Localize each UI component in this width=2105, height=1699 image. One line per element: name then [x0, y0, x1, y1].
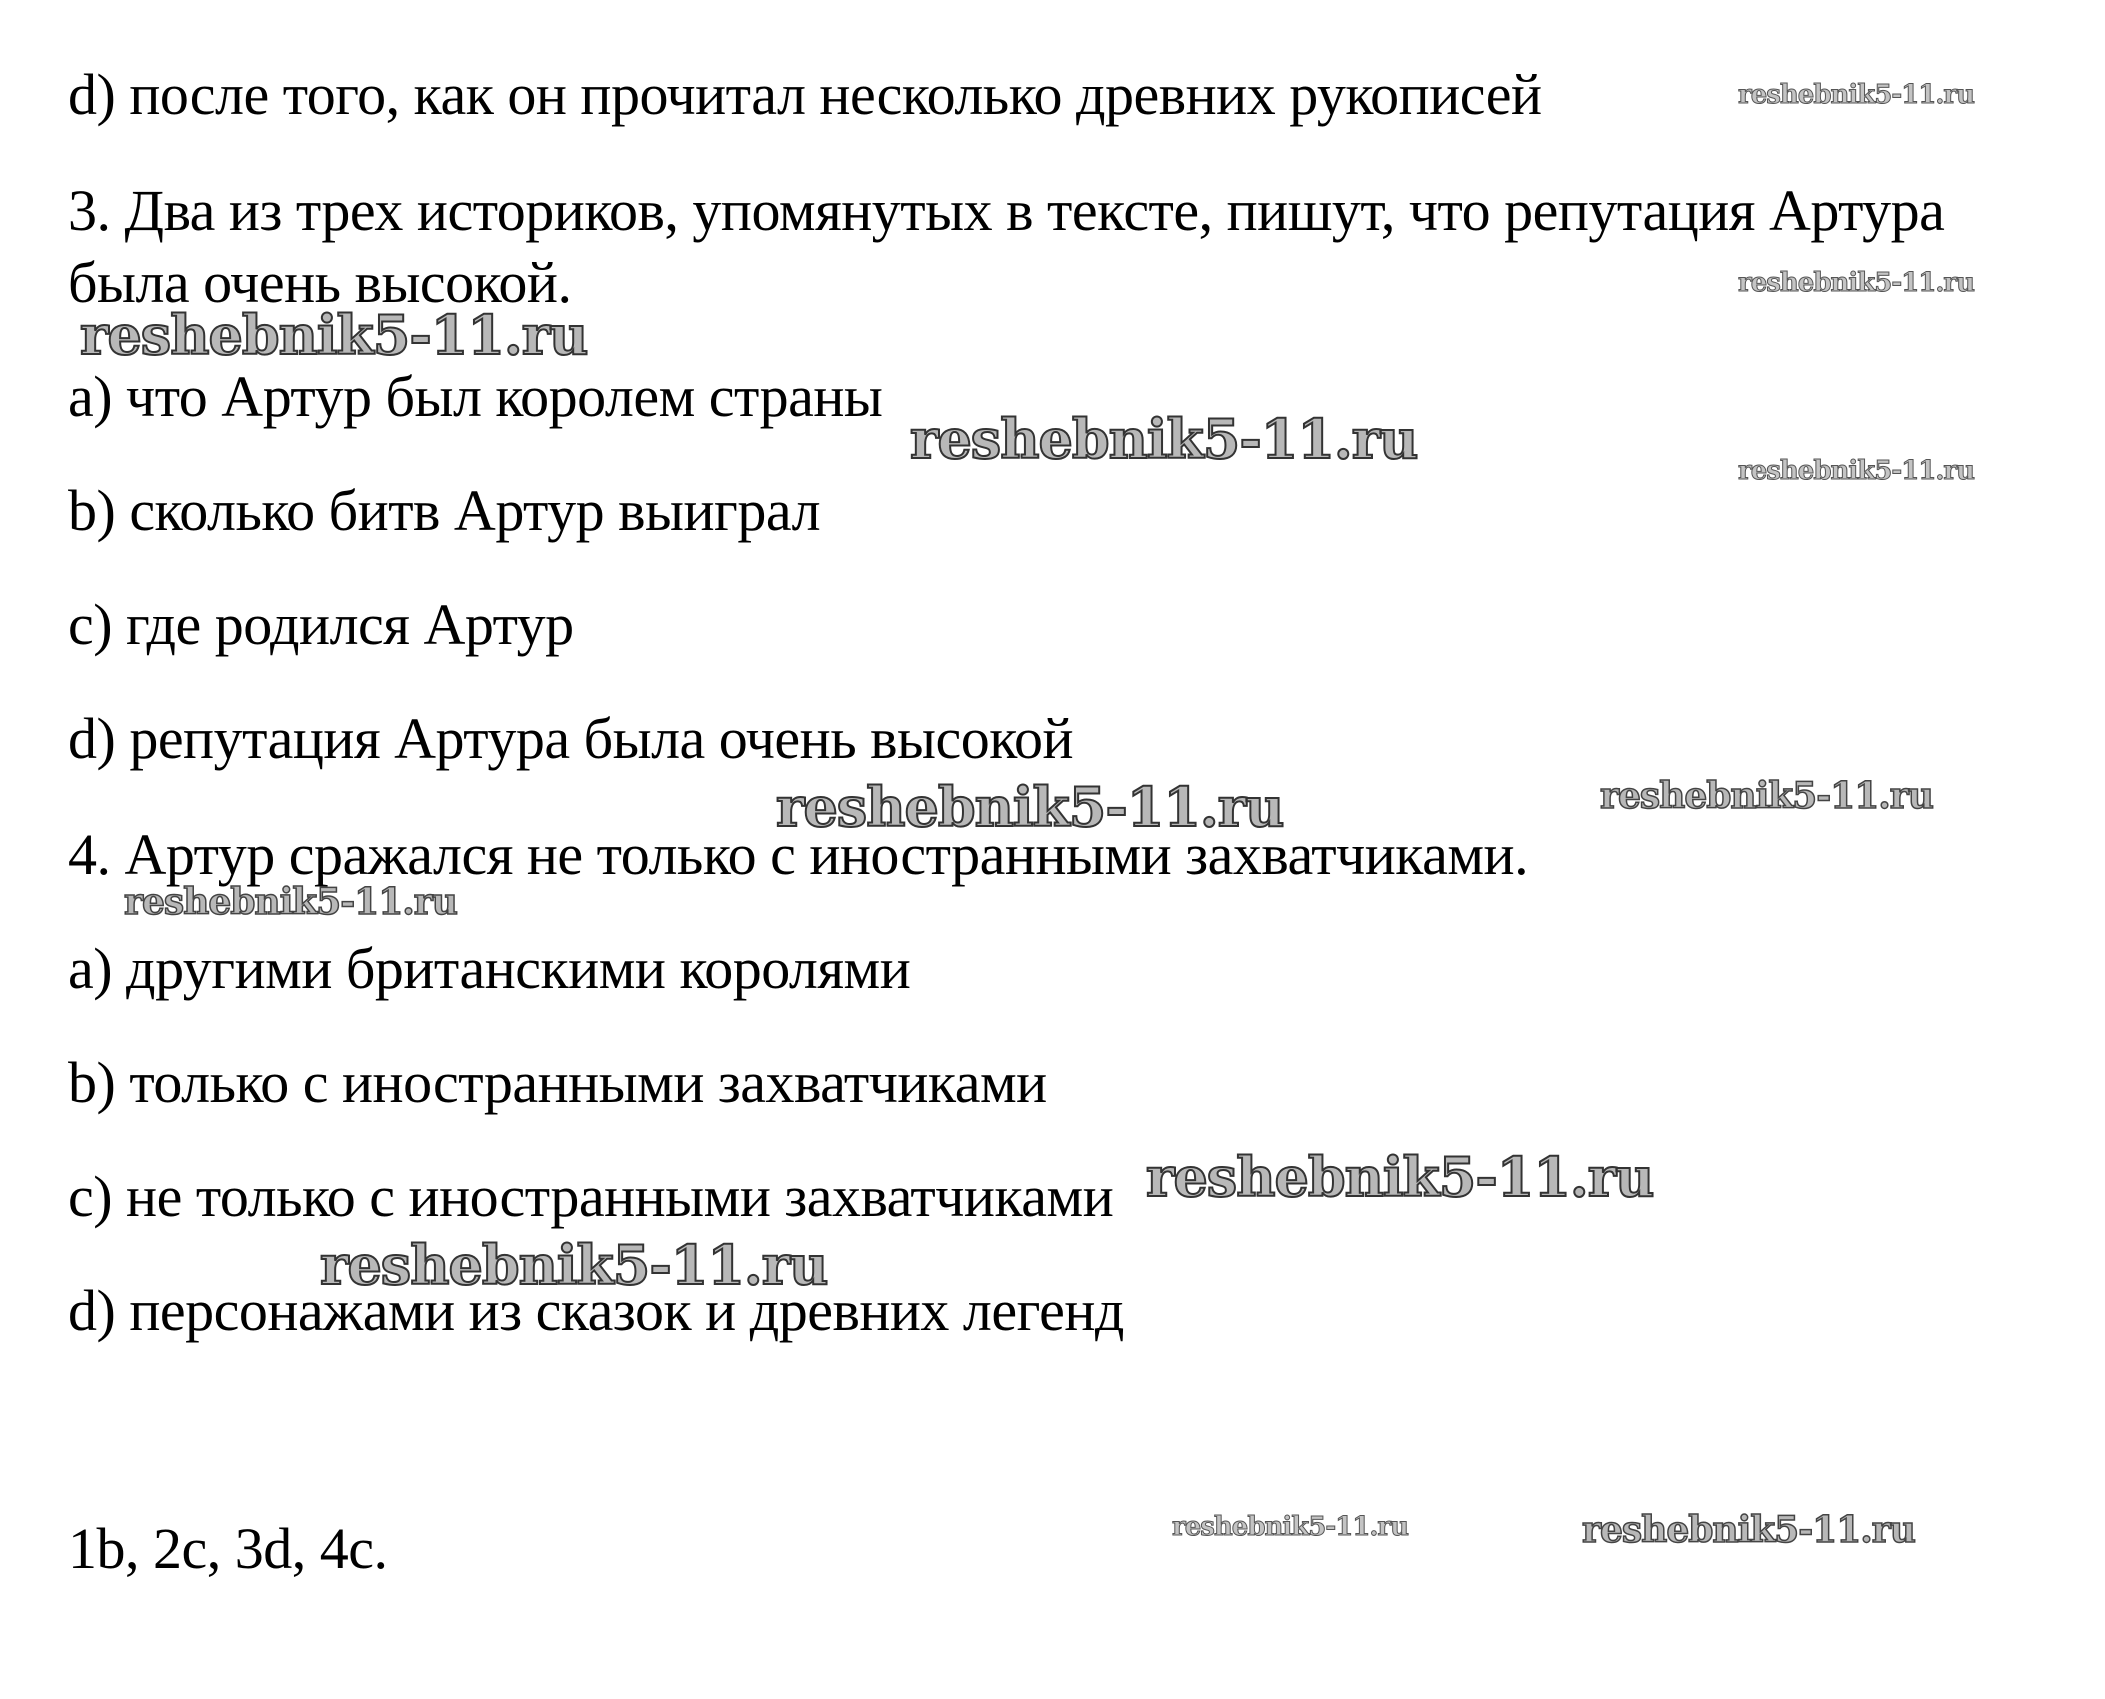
watermark: reshebnik5-11.ru	[1582, 1509, 1915, 1551]
question-4-option-c: c) не только с иностранными захватчиками	[68, 1164, 1114, 1229]
question-3-option-d: d) репутация Артура была очень высокой	[68, 706, 1074, 771]
watermark: reshebnik5-11.ru	[320, 1233, 828, 1297]
watermark: reshebnik5-11.ru	[1146, 1145, 1654, 1209]
watermark: reshebnik5-11.ru	[1600, 775, 1933, 817]
question-3-stem-line-2: была очень высокой.	[68, 250, 572, 315]
watermark: reshebnik5-11.ru	[1738, 456, 1975, 486]
question-3-option-c: c) где родился Артур	[68, 592, 574, 657]
question-3-option-a: a) что Артур был королем страны	[68, 364, 883, 429]
question-2-option-d: d) после того, как он прочитал несколько древних рукописей	[68, 62, 1542, 127]
question-4-option-b: b) только с иностранными захватчиками	[68, 1050, 1047, 1115]
watermark: reshebnik5-11.ru	[776, 775, 1284, 839]
question-3-option-b: b) сколько битв Артур выиграл	[68, 478, 821, 543]
question-4-option-d: d) персонажами из сказок и древних легенд	[68, 1278, 1124, 1343]
watermark: reshebnik5-11.ru	[1738, 80, 1975, 110]
watermark: reshebnik5-11.ru	[124, 881, 457, 923]
watermark: reshebnik5-11.ru	[1172, 1512, 1409, 1542]
answer-key: 1b, 2c, 3d, 4c.	[68, 1516, 388, 1581]
question-4-option-a: a) другими британскими королями	[68, 936, 911, 1001]
watermark: reshebnik5-11.ru	[1738, 268, 1975, 298]
watermark: reshebnik5-11.ru	[910, 407, 1418, 471]
watermark: reshebnik5-11.ru	[80, 303, 588, 367]
question-3-stem-line-1: 3. Два из трех историков, упомянутых в тексте, пишут, что репутация Артура	[68, 178, 1945, 243]
question-4-stem: 4. Артур сражался не только с иностранными захватчиками.	[68, 822, 1529, 887]
